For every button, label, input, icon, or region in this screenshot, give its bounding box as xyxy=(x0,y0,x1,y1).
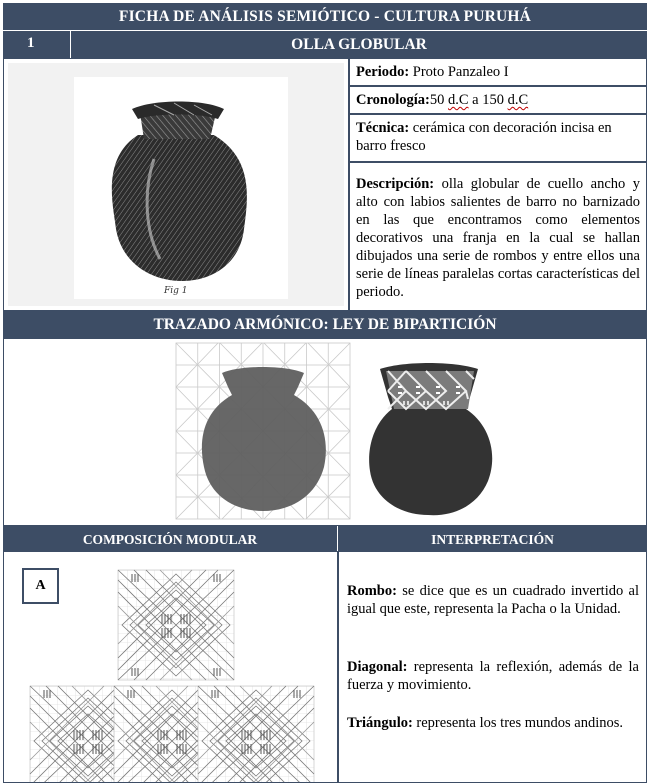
interpretation-title: INTERPRETACIÓN xyxy=(338,526,647,551)
periodo-label: Periodo: xyxy=(356,64,410,80)
trazado-cell xyxy=(3,338,647,526)
interp-diagonal xyxy=(341,654,645,698)
interp-triangulo xyxy=(341,710,645,736)
composition-cell xyxy=(3,551,338,783)
interp-rombo xyxy=(341,578,645,622)
trazado-title: TRAZADO ARMÓNICO: LEY DE BIPARTICIÓN xyxy=(3,311,647,338)
module-bottom-right xyxy=(198,686,314,782)
descripcion-value: olla globular de cuello ancho y alto con labios salientes de barro no barnizado en las que encontramos como elementos decorativos una franja en la cual se hallan dibujados una serie de rombos y entre ellos una serie de líneas paralelas cortas características del periodo. xyxy=(356,176,640,300)
tecnica-cell xyxy=(349,114,647,162)
sheet-title: FICHA DE ANÁLISIS SEMIÓTICO - CULTURA PURUHÁ xyxy=(3,3,647,30)
interp-diagonal-text: representa la reflexión, además de la fuerza y movimiento. xyxy=(347,659,639,693)
object-name: OLLA GLOBULAR xyxy=(71,31,647,58)
cronologia-end: a 150 xyxy=(472,92,504,108)
periodo-value: Proto Panzaleo I xyxy=(412,64,509,80)
cronologia-cell xyxy=(349,86,647,114)
photo-cell xyxy=(3,58,349,311)
interp-triangulo-term: Triángulo: xyxy=(347,715,413,731)
tecnica-value: cerámica con decoración incisa en barro fresco xyxy=(356,120,612,154)
descripcion-cell xyxy=(349,162,647,311)
cronologia-era-1: d.C xyxy=(447,92,469,108)
cronologia-start: 50 xyxy=(429,92,445,108)
interpretation-cell xyxy=(338,551,647,783)
pot-photo xyxy=(4,59,348,310)
interp-triangulo-text: representa los tres mundos andinos. xyxy=(416,715,624,731)
photo-caption: Fig 1 xyxy=(164,286,188,296)
sheet-number: 1 xyxy=(3,31,70,58)
tecnica-label: Técnica: xyxy=(356,120,410,136)
interp-diagonal-term: Diagonal: xyxy=(347,659,408,675)
module-label: A xyxy=(22,568,59,604)
cronologia-era-2: d.C xyxy=(507,92,529,108)
pot-silhouette-gray xyxy=(202,367,326,511)
descripcion-label: Descripción: xyxy=(356,176,435,192)
pot-band xyxy=(386,371,474,409)
composition-title: COMPOSICIÓN MODULAR xyxy=(3,526,337,551)
interp-rombo-text: se dice que es un cuadrado invertido al igual que este, representa la Pacha o la Unidad. xyxy=(347,583,639,617)
harmonic-diagram xyxy=(4,339,646,525)
periodo-cell xyxy=(349,58,647,86)
module-top xyxy=(118,570,234,680)
cronologia-label: Cronología: xyxy=(356,92,430,108)
interp-rombo-term: Rombo: xyxy=(347,583,397,599)
